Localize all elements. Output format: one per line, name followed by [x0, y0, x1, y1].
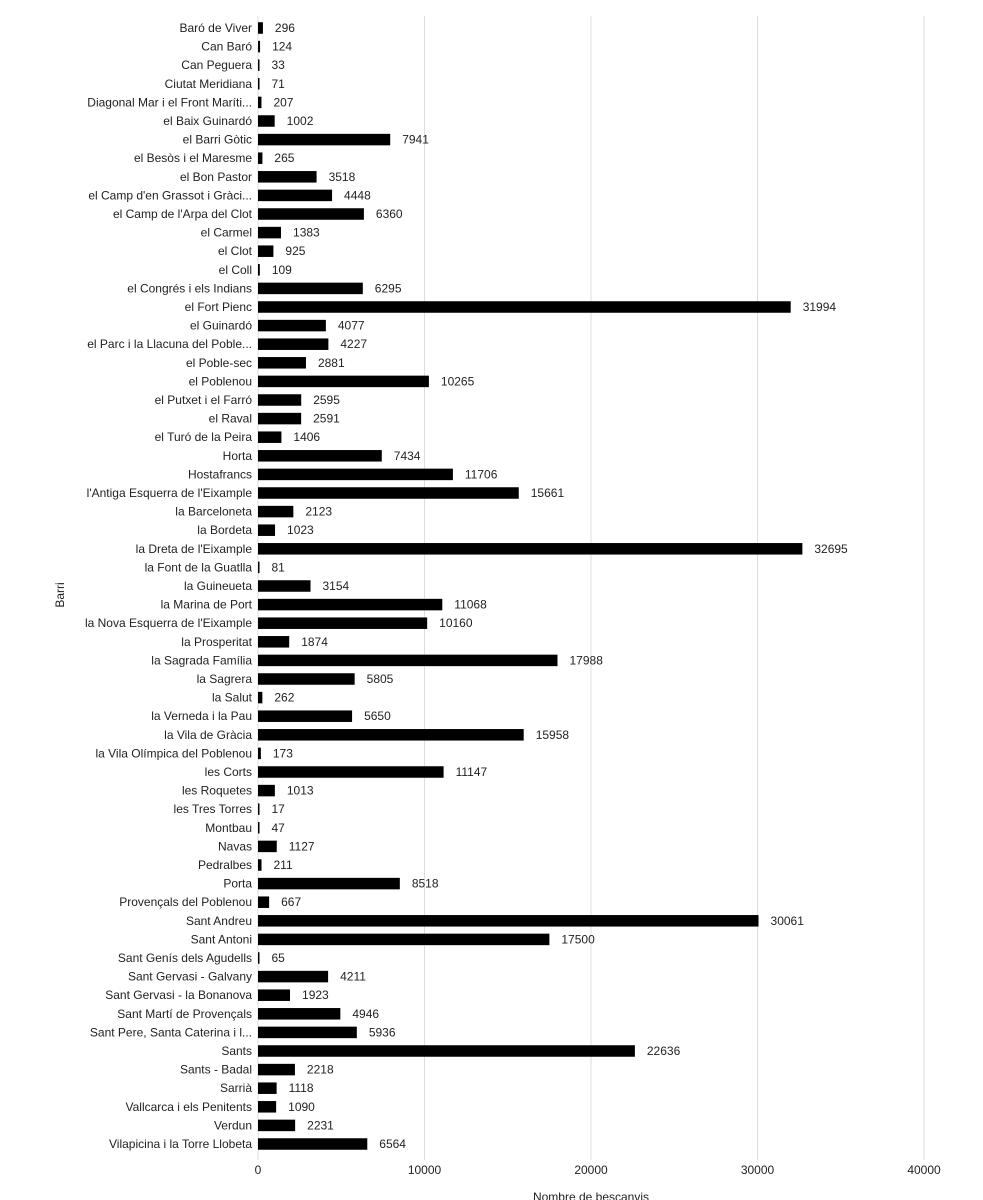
bar [258, 283, 363, 295]
bar [258, 506, 293, 517]
value-label: 1406 [293, 430, 321, 445]
bar [258, 934, 549, 946]
value-label: 2123 [305, 504, 333, 519]
category-label: el Fort Pienc [184, 300, 252, 314]
value-label: 207 [273, 95, 294, 110]
category-label: el Camp de l'Arpa del Clot [112, 207, 252, 221]
category-label: la Guineueta [183, 579, 252, 593]
bar [258, 190, 332, 202]
bar [258, 376, 429, 388]
bar [258, 1027, 357, 1039]
y-axis-title: Barri [53, 582, 67, 608]
category-label: el Barri Gòtic [182, 132, 252, 147]
value-label: 33 [271, 58, 285, 73]
category-label: Navas [217, 839, 252, 854]
value-label: 1118 [288, 1081, 314, 1096]
category-label: la Prosperitat [181, 634, 252, 649]
value-label: 265 [274, 151, 295, 166]
category-label: Pedralbes [197, 858, 252, 872]
value-label: 11147 [455, 765, 488, 779]
bar [258, 952, 260, 964]
category-label: el Besòs i el Maresme [133, 151, 252, 166]
bar [258, 710, 352, 722]
value-label: 2881 [317, 355, 345, 370]
bar [258, 562, 260, 574]
value-label: 32695 [814, 541, 848, 556]
x-tick-label: 20000 [574, 1163, 608, 1177]
bar [258, 97, 261, 109]
category-label: la Sagrera [196, 672, 252, 686]
bar [258, 822, 260, 834]
value-labels [272, 21, 849, 1151]
category-label: Hostafrancs [187, 467, 252, 482]
category-label: Ciutat Meridiana [164, 76, 252, 91]
value-label: 6564 [379, 1137, 406, 1151]
value-label: 11068 [454, 597, 487, 612]
bar [258, 431, 281, 443]
category-label: Horta [222, 448, 252, 463]
bar [258, 115, 275, 127]
bar [258, 1101, 276, 1113]
category-label: el Putxet i el Farró [154, 393, 252, 407]
bar [258, 413, 301, 425]
category-label: el Carmel [200, 225, 252, 240]
category-label: Sant Gervasi - Galvany [127, 969, 252, 984]
value-label: 4448 [344, 188, 371, 203]
category-label: Sant Martí de Provençals [117, 1006, 252, 1021]
bar [258, 785, 275, 797]
value-label: 109 [271, 262, 292, 277]
bar [258, 859, 262, 871]
bar [258, 301, 791, 313]
bar [258, 469, 453, 481]
value-label: 3518 [328, 169, 356, 184]
bar [258, 543, 802, 555]
category-label: l'Antiga Esquerra de l'Eixample [86, 486, 252, 500]
category-label: Baró de Viver [179, 21, 252, 35]
category-label: Sants - Badal [179, 1062, 252, 1077]
category-label: Sants [221, 1044, 252, 1058]
bar [258, 636, 289, 648]
category-label: la Barceloneta [175, 504, 252, 519]
bar [258, 59, 260, 70]
category-label: el Camp d'en Grassot i Gràci... [88, 188, 252, 203]
bar [258, 227, 281, 239]
value-label: 5936 [368, 1025, 396, 1040]
value-label: 5650 [364, 709, 391, 724]
value-label: 1874 [301, 634, 328, 649]
x-axis-title: Nombre de bescanvis [532, 1190, 650, 1200]
bar [258, 971, 328, 983]
x-tick-label: 10000 [407, 1163, 442, 1177]
bar [258, 729, 524, 741]
category-label: la Vila de Gràcia [164, 727, 252, 742]
value-label: 47 [271, 820, 285, 835]
value-label: 296 [274, 21, 295, 35]
bar [258, 208, 364, 220]
bar [258, 617, 427, 629]
category-label: Sant Andreu [185, 913, 252, 928]
category-label: el Bon Pastor [179, 169, 252, 184]
category-label: Vilapicina i la Torre Llobeta [109, 1137, 252, 1151]
value-label: 4227 [340, 337, 368, 352]
category-label: el Baix Guinardó [163, 114, 252, 128]
value-label: 17500 [561, 932, 595, 947]
bar [258, 673, 355, 685]
value-label: 10160 [439, 616, 473, 631]
category-label: Sant Gervasi - la Bonanova [105, 988, 252, 1003]
value-label: 2231 [307, 1118, 334, 1133]
value-label: 173 [272, 746, 293, 761]
value-label: 124 [272, 39, 293, 54]
bar [258, 22, 263, 34]
x-tick-label: 40000 [907, 1163, 941, 1177]
value-label: 15958 [535, 727, 570, 742]
bar [258, 78, 260, 90]
bar [258, 245, 273, 257]
bar [258, 878, 400, 890]
bar [258, 1008, 340, 1020]
bar [258, 655, 558, 667]
category-label: les Roquetes [181, 783, 252, 798]
category-label: el Guinardó [189, 318, 252, 333]
value-label: 3154 [322, 579, 350, 593]
bar [258, 1045, 635, 1057]
bar [258, 580, 311, 592]
category-label: la Marina de Port [160, 597, 252, 612]
category-label: Diagonal Mar i el Front Maríti... [87, 95, 252, 110]
category-label: Sant Pere, Santa Caterina i l... [89, 1025, 252, 1040]
value-label: 2591 [313, 411, 340, 426]
value-label: 81 [271, 560, 285, 575]
value-label: 6360 [375, 207, 403, 221]
category-label: Can Peguera [181, 58, 252, 73]
x-tick-labels [255, 1163, 941, 1177]
value-label: 1023 [287, 523, 314, 538]
x-tick-label: 30000 [740, 1163, 775, 1177]
value-label: 22636 [646, 1044, 681, 1058]
value-label: 211 [273, 858, 293, 872]
category-label: les Corts [204, 765, 252, 779]
category-label: Verdun [213, 1118, 252, 1133]
value-label: 11706 [464, 467, 498, 482]
bar [258, 766, 444, 778]
value-label: 15661 [530, 486, 565, 500]
value-label: 667 [281, 895, 302, 910]
x-tick-label: 0 [254, 1163, 262, 1177]
category-label: Montbau [205, 820, 252, 835]
value-label: 7941 [402, 132, 429, 147]
value-label: 4946 [352, 1006, 380, 1021]
bar [258, 748, 261, 760]
category-label: el Coll [218, 262, 252, 277]
bar [258, 599, 442, 611]
value-label: 5805 [366, 672, 394, 686]
category-label: la Vila Olímpica del Poblenou [95, 746, 252, 761]
value-label: 8518 [411, 876, 439, 891]
category-label: el Parc i la Llacuna del Poble... [87, 337, 252, 352]
category-label: la Nova Esquerra de l'Eixample [84, 616, 252, 631]
value-label: 1383 [293, 225, 320, 240]
category-label: el Clot [217, 244, 252, 259]
value-label: 65 [271, 951, 285, 965]
value-label: 10265 [440, 374, 475, 389]
bar [258, 1120, 295, 1132]
bar [258, 1064, 295, 1076]
category-label: el Turó de la Peira [154, 430, 252, 445]
category-label: la Bordeta [197, 523, 252, 538]
bar [258, 264, 260, 276]
value-label: 2218 [306, 1062, 334, 1077]
category-label: la Dreta de l'Eixample [135, 541, 252, 556]
value-label: 4211 [340, 969, 366, 984]
category-label: Sant Genís dels Agudells [117, 951, 252, 965]
value-label: 31994 [802, 300, 837, 314]
category-label: Sant Antoni [190, 932, 252, 947]
bar [258, 338, 328, 350]
value-label: 925 [285, 244, 306, 259]
value-label: 71 [271, 76, 285, 91]
bar [258, 692, 262, 704]
bar [258, 152, 262, 164]
value-label: 17988 [569, 653, 603, 668]
bar [258, 841, 277, 853]
category-label: Sarrià [219, 1081, 252, 1096]
category-label: la Verneda i la Pau [151, 709, 252, 724]
bar [258, 524, 275, 536]
bar [258, 1082, 277, 1094]
value-label: 6295 [374, 281, 402, 296]
category-label: el Poblenou [188, 374, 252, 389]
category-label: el Poble-sec [185, 355, 252, 370]
value-label: 7434 [393, 448, 421, 463]
bar [258, 394, 301, 406]
bar [258, 450, 382, 462]
value-label: 2595 [313, 393, 340, 407]
category-label: Provençals del Poblenou [119, 895, 252, 910]
bar [258, 320, 326, 332]
value-label: 1923 [302, 988, 329, 1003]
category-label: Vallcarca i els Penitents [125, 1099, 252, 1114]
value-label: 4077 [337, 318, 365, 333]
category-label: Can Baró [201, 39, 252, 54]
category-label: les Tres Torres [173, 802, 252, 817]
bar [258, 803, 260, 815]
value-label: 17 [271, 802, 285, 817]
value-label: 30061 [770, 913, 804, 928]
bar [258, 41, 260, 53]
bar [258, 134, 390, 146]
category-label: la Salut [211, 690, 252, 705]
value-label: 1127 [288, 839, 315, 854]
category-label: el Raval [208, 411, 252, 426]
value-label: 1002 [286, 114, 314, 128]
category-label: Porta [223, 876, 252, 891]
value-label: 262 [274, 690, 295, 705]
category-label: la Sagrada Família [151, 653, 252, 668]
value-label: 1090 [288, 1099, 315, 1114]
bar [258, 487, 519, 499]
bar [258, 357, 306, 369]
bar [258, 1138, 367, 1150]
category-label: el Congrés i els Indians [127, 281, 252, 296]
value-label: 1013 [286, 783, 314, 798]
category-labels [85, 21, 253, 1151]
bar [258, 989, 290, 1001]
bar [258, 896, 269, 908]
bar [258, 171, 317, 183]
category-label: la Font de la Guatlla [144, 560, 252, 575]
bar [258, 915, 759, 927]
